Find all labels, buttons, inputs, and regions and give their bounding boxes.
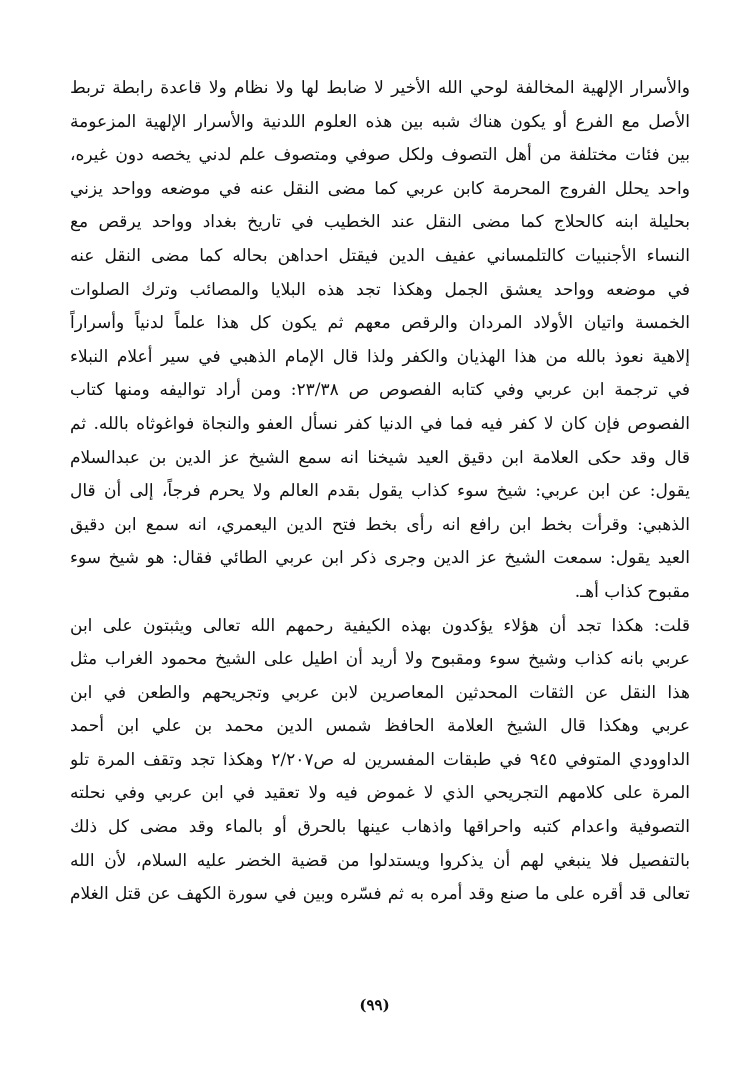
text-line-11: الفصوص فإن كان لا كفر فيه فما في الدنيا كفر نسأل العفو والنجاة فواغوثاه بالله. ثم — [70, 413, 690, 434]
page-number: (٩٩) — [359, 996, 390, 1014]
text-line-13: يقول: عن ابن عربي: شيخ سوء كذاب يقول بقدم العالم ولا يحرم فرجاً، إلى أن قال — [70, 481, 690, 502]
body-text — [70, 72, 690, 912]
text-line-5: بحليلة ابنه كالحلاج كما مضى النقل عند الخطيب في تاريخ بغداد وواحد يرقص مع — [70, 212, 690, 233]
text-line-15: العيد يقول: سمعت الشيخ عز الدين وجرى ذكر ابن عربي الطائي فقال: هو شيخ سوء — [70, 548, 690, 569]
text-line-18: عربي بانه كذاب وشيخ سوء ومقبوح ولا أريد أن اطيل على الشيخ محمود الغراب مثل — [70, 649, 690, 670]
text-line-21: الداوودي المتوفي ٩٤٥ في طبقات المفسرين له ص٢/٢٠٧ وهكذا تجد وتقف المرة تلو — [70, 749, 690, 770]
text-line-23: التصوفية واعدام كتبه واحراقها واذهاب عينها بالحرق أو بالماء وقد مضى كل ذلك — [70, 817, 690, 838]
text-line-24: بالتفصيل فلا ينبغي لهم أن يذكروا ويستدلوا من قضية الخضر عليه السلام، لأن الله — [70, 850, 690, 871]
text-line-25: تعالى قد أقره على ما صنع وقد أمره به ثم فسّره وبين في سورة الكهف عن قتل الغلام — [70, 884, 690, 905]
text-line-12: قال وقد حكى العلامة ابن دقيق العيد شيخنا انه سمع الشيخ عز الدين بن عبدالسلام — [70, 447, 690, 468]
text-line-22: المرة على كلامهم التجريحي الذي لا غموض فيه ولا تعقيد في ابن عربي وفي نحلته — [70, 783, 690, 804]
text-line-2: الأصل مع الفرع أو يكون هناك شبه بين هذه العلوم اللدنية والأسرار الإلهية المزعومة — [70, 111, 690, 132]
text-line-19: هذا النقل عن الثقات المحدثين المعاصرين لابن عربي وتجريحهم والطعن في ابن — [70, 682, 690, 703]
text-line-10: في ترجمة ابن عربي وفي كتابه الفصوص ص ٢٣/٣٨: ومن أراد تواليفه ومنها كتاب — [70, 380, 690, 401]
text-line-6: النساء الأجنبيات كالتلمساني عفيف الدين فيقتل احداهن بحاله كما مضى النقل عنه — [70, 245, 690, 266]
text-line-9: إلاهية نعوذ بالله من هذا الهذيان والكفر ولذا قال الإمام الذهبي في سير أعلام النبلاء — [70, 346, 690, 367]
text-line-4: واحد يحلل الفروج المحرمة كابن عربي كما مضى النقل عنه في موضعه وواحد يزني — [70, 178, 690, 199]
text-line-16: مقبوح كذاب أهـ. — [574, 581, 690, 602]
text-line-17: قلت: هكذا تجد أن هؤلاء يؤكدون بهذه الكيفية رحمهم الله تعالى ويثبتون على ابن — [70, 615, 690, 636]
text-line-20: عربي وهكذا قال الشيخ العلامة الحافظ شمس الدين محمد بن علي ابن أحمد — [70, 716, 690, 737]
text-line-8: الخمسة واتيان الأولاد المردان والرقص معهم ثم يكون كل هذا علماً لدنياً وأسراراً — [70, 313, 690, 334]
text-line-14: الذهبي: وقرأت بخط ابن رافع انه رأى بخط فتح الدين اليعمري، انه سمع ابن دقيق — [70, 514, 690, 535]
text-line-1: والأسرار الإلهية المخالفة لوحي الله الأخير لا ضابط لها ولا نظام ولا قاعدة رابطة تربط — [70, 78, 690, 98]
text-line-7: في موضعه وواحد يعشق الجمل وهكذا تجد هذه البلايا والمصائب وترك الصلوات — [70, 279, 690, 300]
text-line-3: بين فئات مختلفة من أهل التصوف ولكل صوفي ومتصوف علم لدني يخصه دون غيره، — [70, 145, 690, 166]
